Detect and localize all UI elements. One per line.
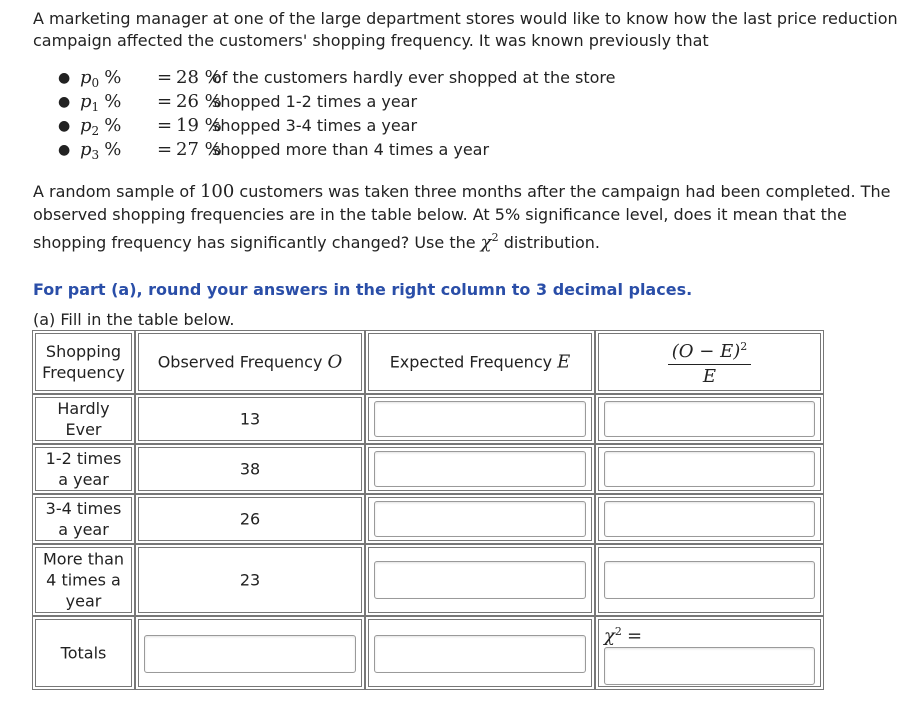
bullet-icon: ● (58, 142, 71, 158)
observed-cell: 38 (135, 444, 365, 494)
header-shopping-frequency: Shopping Frequency (32, 330, 135, 394)
expected-input[interactable] (374, 451, 586, 487)
expected-cell (365, 544, 595, 616)
chi-component-input[interactable] (604, 401, 815, 437)
bullet-icon: ● (58, 94, 71, 110)
header-chi-component: $(O - E)^2$ E (595, 330, 824, 394)
bullet-icon: ● (58, 70, 71, 86)
part-a-label: (a) Fill in the table below. (33, 310, 235, 329)
header-expected-frequency: Expected Frequency E (365, 330, 595, 394)
chi-component-input[interactable] (604, 501, 815, 537)
expected-cell (365, 394, 595, 444)
observed-total-input[interactable] (144, 635, 356, 673)
expected-cell (365, 444, 595, 494)
chi-component-cell (595, 494, 824, 544)
chi-square-symbol: $\chi^2$ (480, 231, 499, 253)
expected-input[interactable] (374, 561, 586, 599)
proportion-value: 27 % (176, 139, 222, 160)
header-observed-frequency: Observed Frequency O (135, 330, 365, 394)
intro-line-2: campaign affected the customers' shopping frequency. It was known previously that (33, 31, 709, 50)
proportion-value: 19 % (176, 115, 222, 136)
sample-paragraph (33, 180, 890, 254)
observed-cell: 23 (135, 544, 365, 616)
row-label-more-than-4: More than 4 times a year (32, 544, 135, 616)
sample-line-1: A random sample of 100 customers was taken three months after the campaign had been completed. The (33, 181, 891, 202)
chi-component-input[interactable] (604, 451, 815, 487)
observed-cell: 13 (135, 394, 365, 444)
observed-cell: 26 (135, 494, 365, 544)
chi-square-total-cell (595, 616, 824, 690)
sample-line-3: shopping frequency has significantly changed? Use the $\chi^2$ distribution. (33, 231, 600, 253)
expected-cell (365, 494, 595, 544)
row-label-3-4-times: 3-4 times a year (32, 494, 135, 544)
instruction-text: For part (a), round your answers in the right column to 3 decimal places. (33, 280, 693, 299)
chi-square-input[interactable] (604, 647, 815, 685)
chi-component-input[interactable] (604, 561, 815, 599)
chi-component-cell (595, 394, 824, 444)
proportion-text: of the customers hardly ever shopped at the store (212, 68, 616, 87)
proportion-text: shopped more than 4 times a year (212, 140, 490, 159)
sample-line-2: observed shopping frequencies are in the table below. At 5% significance level, does it mean that the (33, 205, 847, 224)
row-label-totals: Totals (32, 616, 135, 690)
expected-total-input[interactable] (374, 635, 586, 673)
intro-paragraph (33, 8, 898, 52)
expected-total-cell (365, 616, 595, 690)
observed-total-cell (135, 616, 365, 690)
row-label-hardly-ever: Hardly Ever (32, 394, 135, 444)
bullet-icon: ● (58, 118, 71, 134)
proportion-value: 28 % (176, 67, 222, 88)
chi-square-label: $\chi^2$ = (604, 625, 643, 647)
proportion-value: 26 % (176, 91, 222, 112)
sample-size: 100 (199, 181, 235, 202)
expected-input[interactable] (374, 501, 586, 537)
frequency-table (32, 330, 824, 690)
expected-input[interactable] (374, 401, 586, 437)
proportion-text: shopped 3-4 times a year (212, 116, 418, 135)
chi-component-cell (595, 444, 824, 494)
chi-component-cell (595, 544, 824, 616)
intro-line-1: A marketing manager at one of the large department stores would like to know how the last price reduction (33, 9, 898, 28)
row-label-1-2-times: 1-2 times a year (32, 444, 135, 494)
proportion-text: shopped 1-2 times a year (212, 92, 418, 111)
